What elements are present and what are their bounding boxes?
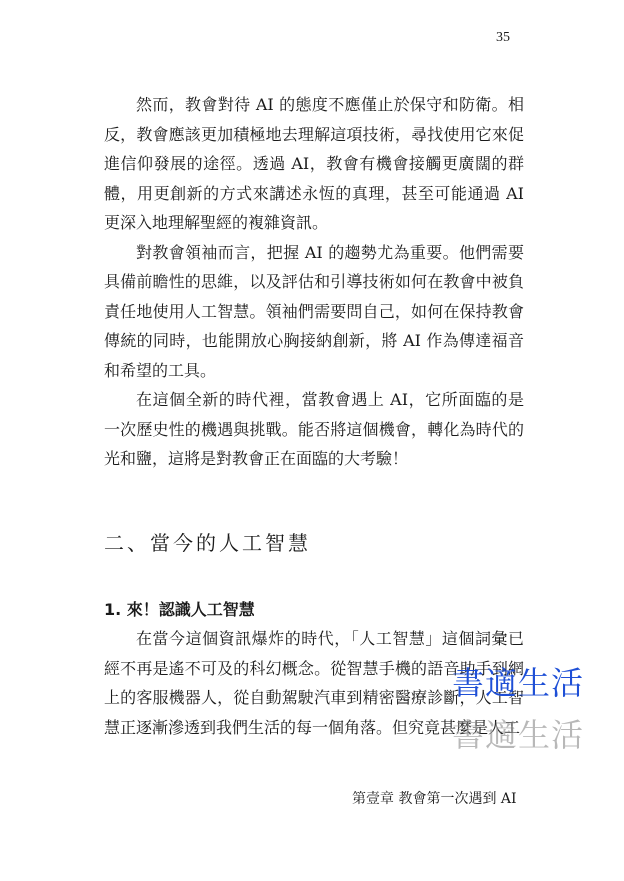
paragraph: 然而，教會對待 AI 的態度不應僅止於保守和防衛。相反，教會應該更加積極地去理解這項技術，尋找使用它來促進信仰發展的途徑。透過 AI，教會有機會接觸更廣闊的群體，用更創新的方式來講述永恆的真理，甚至可能通過 AI 更深入地理解聖經的複雜資訊。 bbox=[104, 95, 524, 232]
paragraph: 對教會領袖而言，把握 AI 的趨勢尤為重要。他們需要具備前瞻性的思維，以及評估和引導技術如何在教會中被負責任地使用人工智慧。領袖們需要問自己，如何在保持教會傳統的同時，也能開放心胸接納創新，將 AI 作為傳達福音和希望的工具。 bbox=[104, 242, 524, 380]
watermark-logo-shadow: 書適生活 bbox=[452, 716, 585, 754]
paragraph: 在當今這個資訊爆炸的時代，「人工智慧」這個詞彙已經不再是遙不可及的科幻概念。從智慧手機的語音助手到網上的客服機器人，從自動駕駛汽車到精密醫療診斷，人工智慧正逐漸滲透到我們生活的每一個角落。但究竟甚麼是人工 bbox=[104, 629, 524, 737]
watermark-logo: 書適生活 bbox=[452, 664, 585, 702]
running-head: 第壹章 教會第一次遇到 AI bbox=[352, 791, 517, 807]
page-number: 35 bbox=[496, 30, 510, 45]
sub-heading: 1. 來！認識人工智慧 bbox=[104, 600, 255, 619]
section-heading: 二、當今的人工智慧 bbox=[104, 531, 311, 555]
paragraph: 在這個全新的時代裡，當教會遇上 AI，它所面臨的是一次歷史性的機遇與挑戰。能否將這個機會，轉化為時代的光和鹽，這將是對教會正在面臨的大考驗！ bbox=[104, 390, 524, 468]
body-text bbox=[104, 90, 524, 474]
